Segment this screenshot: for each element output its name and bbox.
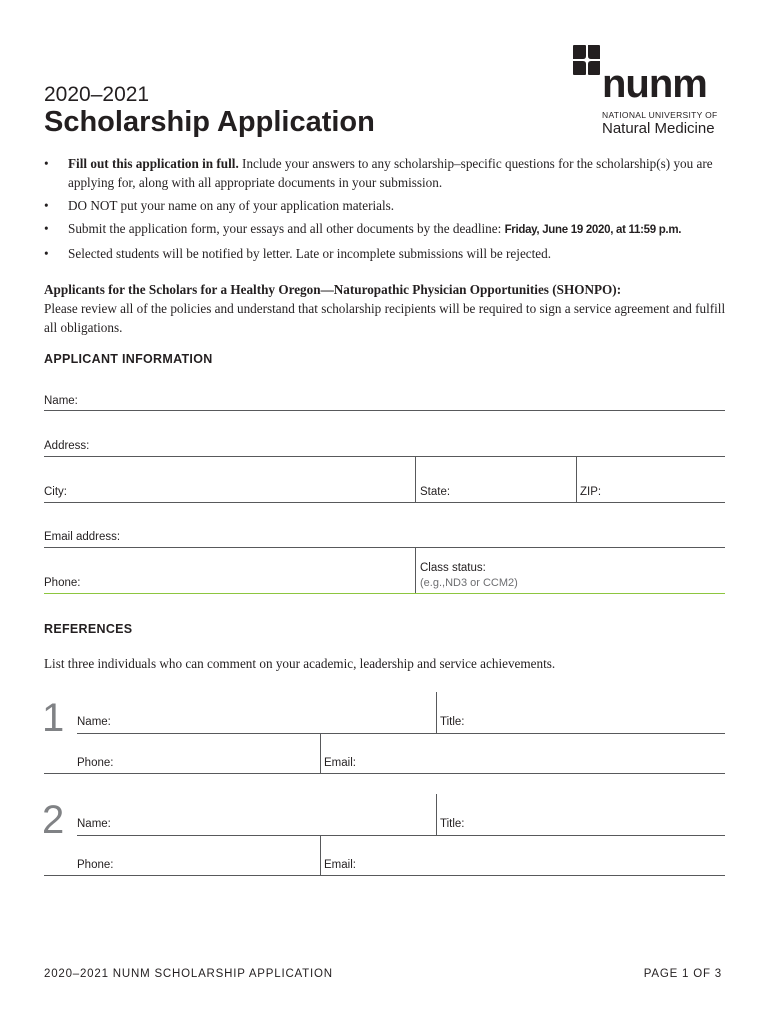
references-instruction: List three individuals who can comment on your academic, leadership and service achievements.	[44, 656, 556, 671]
deadline-text: Friday, June 19 2020, at 11:59 p.m.	[504, 224, 682, 236]
instruction-bold: Fill out this application in full.	[68, 156, 239, 171]
shonpo-heading: Applicants for the Scholars for a Healthy Oregon—Naturopathic Physician Opportunities (SHONPO):	[44, 282, 622, 297]
city-label: City:	[44, 486, 67, 498]
logo-wordmark: nunm	[602, 62, 707, 106]
reference-email-label: Email:	[324, 757, 356, 769]
email-field[interactable]	[44, 547, 725, 548]
instruction-list	[44, 154, 734, 267]
divider	[436, 692, 437, 733]
divider	[576, 457, 577, 502]
reference-title-label: Title:	[440, 716, 465, 728]
footer-title: 2020–2021 NUNM SCHOLARSHIP APPLICATION	[44, 968, 333, 980]
phone-class-field[interactable]	[44, 593, 725, 594]
instruction-text: DO NOT put your name on any of your application materials.	[68, 198, 395, 213]
page-number: PAGE 1 OF 3	[643, 968, 722, 980]
reference-name-label: Name:	[77, 716, 111, 728]
address-field[interactable]	[44, 456, 725, 457]
leaf-logo-icon	[572, 44, 602, 102]
address-label: Address:	[44, 440, 90, 452]
instruction-item	[44, 196, 734, 215]
reference-number: 2	[42, 798, 65, 842]
applicant-section-title: APPLICANT INFORMATION	[44, 352, 213, 366]
reference-name-title-field[interactable]	[77, 835, 725, 836]
page-title: Scholarship Application	[44, 106, 375, 138]
instruction-item	[44, 244, 734, 263]
logo-line-1: NATIONAL UNIVERSITY OF	[602, 110, 718, 120]
class-status-hint: (e.g.,ND3 or CCM2)	[420, 577, 518, 589]
instruction-text: Selected students will be notified by letter. Late or incomplete submissions will be rejected.	[68, 246, 552, 261]
instruction-item	[44, 154, 734, 192]
reference-email-label: Email:	[324, 859, 356, 871]
instruction-item	[44, 219, 734, 240]
reference-phone-label: Phone:	[77, 859, 114, 871]
class-status-label: Class status:	[420, 562, 486, 574]
email-label: Email address:	[44, 531, 121, 543]
divider	[320, 835, 321, 875]
divider	[415, 548, 416, 593]
nunm-logo	[572, 44, 732, 136]
reference-phone-label: Phone:	[77, 757, 114, 769]
state-label: State:	[420, 486, 451, 498]
form-year: 2020–2021	[44, 83, 150, 106]
divider	[320, 733, 321, 773]
logo-line-2: Natural Medicine	[602, 120, 715, 137]
shonpo-notice	[44, 280, 734, 337]
instruction-text: Include your answers to any scholarship–specific questions for the scholarship(s) you are applying for, along with all appropriate documents in your submission.	[68, 156, 713, 190]
reference-phone-email-field[interactable]	[44, 875, 725, 876]
divider	[436, 794, 437, 835]
name-field[interactable]	[44, 410, 725, 411]
references-section-title: REFERENCES	[44, 622, 133, 636]
reference-phone-email-field[interactable]	[44, 773, 725, 774]
divider	[415, 457, 416, 502]
phone-label: Phone:	[44, 577, 81, 589]
instruction-text: Submit the application form, your essays and all other documents by the deadline:	[68, 221, 505, 236]
reference-title-label: Title:	[440, 818, 465, 830]
reference-name-title-field[interactable]	[77, 733, 725, 734]
name-label: Name:	[44, 395, 78, 407]
city-state-zip-field[interactable]	[44, 502, 725, 503]
reference-number: 1	[42, 696, 65, 740]
reference-name-label: Name:	[77, 818, 111, 830]
shonpo-text: Please review all of the policies and understand that scholarship recipients will be required to sign a service agreement and fulfill all obligations.	[44, 301, 726, 335]
zip-label: ZIP:	[580, 486, 602, 498]
